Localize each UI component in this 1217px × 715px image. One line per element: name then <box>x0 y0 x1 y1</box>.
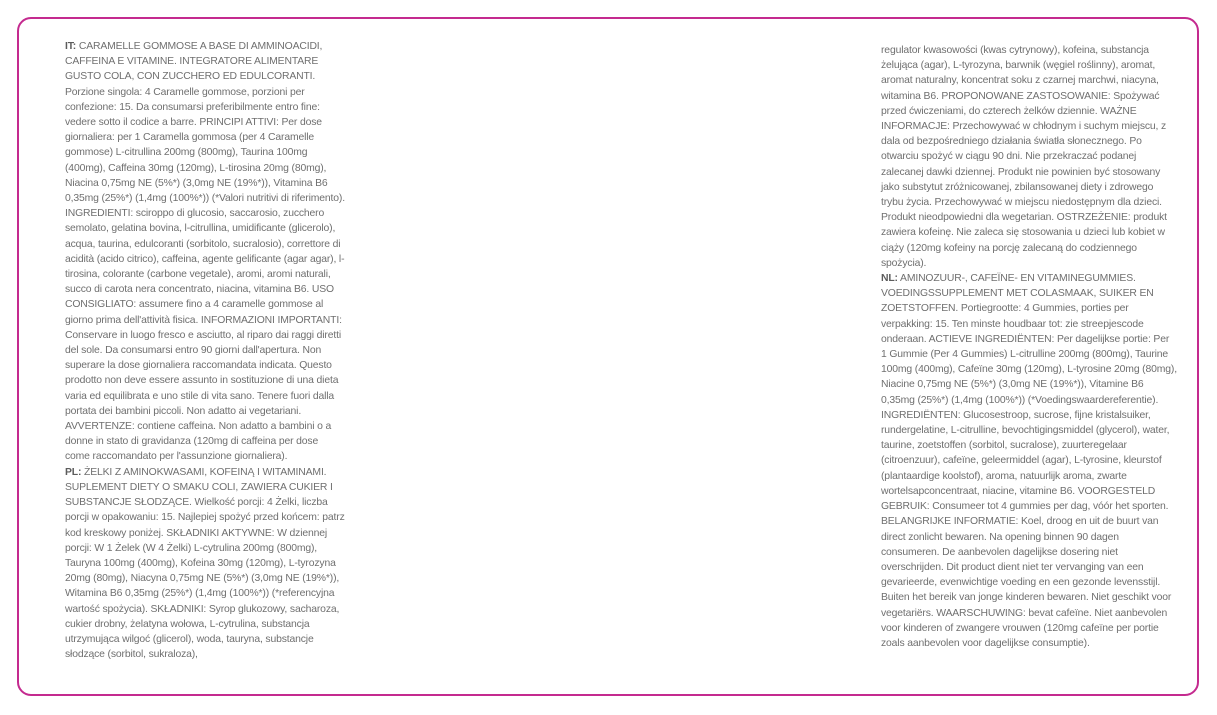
polish-continued-section <box>881 43 1177 271</box>
polish-text: ŻELKI Z AMINOKWASAMI, KOFEINĄ I WITAMINAMI. SUPLEMENT DIETY O SMAKU COLI, ZAWIERA CUKIER I SUBSTANCJE SŁODZĄCE. Wielkość porcji: 4 Żelki, liczba porcji w opakowaniu: 15. Najlepiej spożyć przed końcem: patrz kod kreskowy poniżej. SKŁADNIKI AKTYWNE: W dziennej porcji: W 1 Żelek (W 4 Żelki) L-cytrulina 200mg (800mg), Tauryna 100mg (400mg), Kofeina 30mg (120mg), L-tyrozyna 20mg (80mg), Niacyna 0,75mg NE (5%*) (3,0mg NE (19%*)), Witamina B6 0,35mg (25%*) (1,4mg (100%*)) (*referencyjna wartość spożycia). SKŁADNIKI: Syrop glukozowy, sacharoza, cukier drobny, żelatyna wołowa, L-cytrulina, substancja utrzymująca wilgoć (glicerol), woda, tauryna, substancje słodzące (sorbitol, sukraloza), <box>65 466 345 661</box>
language-code-it: IT: <box>65 41 77 52</box>
language-code-nl: NL: <box>881 273 898 285</box>
polish-continued-text: regulator kwasowości (kwas cytrynowy), kofeina, substancja żelująca (agar), L-tyrozyna, barwnik (węgiel roślinny), aromat, aromat naturalny, koncentrat soku z czarnej marchwi, niacyna, witamina B6. PROPONOWANE ZASTOSOWANIE: Spożywać przed ćwiczeniami, do czterech żelków dziennie. WAŻNE INFORMACJE: Przechowywać w chłodnym i suchym miejscu, z dala od bezpośredniego działania światła słonecznego. Po otwarciu spożyć w ciągu 90 dni. Nie przekraczać podanej zalecanej dawki dziennej. Produkt nie powinien być stosowany jako substytut zróżnicowanej, zbilansowanej diety i zdrowego trybu życia. Przechowywać w miejscu niedostępnym dla dzieci. Produkt nieodpowiedni dla wegetarian. OSTRZEŻENIE: produkt zawiera kofeinę. Nie zaleca się stosowania u dzieci lub kobiet w ciąży (120mg kofeiny na porcję zalecaną do codziennego spożycia). <box>881 45 1167 269</box>
language-code-pl: PL: <box>65 466 82 478</box>
right-text-column <box>881 43 1177 651</box>
italian-text: CARAMELLE GOMMOSE A BASE DI AMMINOACIDI, CAFFEINA E VITAMINE. INTEGRATORE ALIMENTARE GUSTO COLA, CON ZUCCHERO ED EDULCORANTI. Porzione singola: 4 Caramelle gommose, porzioni per confezione: 15. Da consumarsi preferibilmente entro fine: vedere sotto il codice a barre. PRINCIPI ATTIVI: Per dose giornaliera: per 1 Caramella gommosa (per 4 Caramelle gommose) L-citrullina 200mg (800mg), Taurina 100mg (400mg), Caffeina 30mg (120mg), L-tirosina 20mg (80mg), Niacina 0,75mg NE (5%*) (3,0mg NE (19%*)), Vitamina B6 0,35mg (25%*) (1,4mg (100%*)) (*Valori nutritivi di riferimento). INGREDIENTI: sciroppo di glucosio, saccarosio, zucchero semolato, gelatina bovina, l-citrullina, umidificante (glicerolo), acqua, taurina, edulcoranti (sorbitolo, sucralosio), correttore di acidità (acido citrico), caffeina, agente gelificante (agar agar), l-tirosina, colorante (carbone vegetale), aromi, aromi naturali, succo di carota nera concentrato, niacina, vitamina B6. USO CONSIGLIATO: assumere fino a 4 caramelle gommose al giorno prima dell'attività fisica. INFORMAZIONI IMPORTANTI: Conservare in luogo fresco e asciutto, al riparo dai raggi diretti del sole. Da consumarsi entro 90 giorni dall'apertura. Non superare la dose giornaliera raccomandata indicata. Questo prodotto non deve essere assunto in sostituzione di una dieta varia ed equilibrata e uno stile di vita sano. Tenere fuori dalla portata dei bambini piccoli. Non adatto ai vegetariani. AVVERTENZE: contiene caffeina. Non adatto a bambini o a donne in stato di gravidanza (120mg di caffeina per dose come raccomandato per l'assunzione giornaliera). <box>65 41 345 463</box>
left-text-column <box>65 39 345 662</box>
dutch-text: AMINOZUUR-, CAFEÏNE- EN VITAMINEGUMMIES. VOEDINGSSUPPLEMENT MET COLASMAAK, SUIKER EN ZOETSTOFFEN. Portiegrootte: 4 Gummies, porties per verpakking: 15. Ten minste houdbaar tot: zie streepjescode onderaan. ACTIEVE INGREDIËNTEN: Per dagelijkse portie: Per 1 Gummie (Per 4 Gummies) L-citrulline 200mg (800mg), Taurine 100mg (400mg), Cafeïne 30mg (120mg), L-tyrosine 20mg (80mg), Niacine 0,75mg NE (5%*) (3,0mg NE (19%*)), Vitamine B6 0,35mg (25%*) (1,4mg (100%*)) (*Voedingswaardereferentie). INGREDIËNTEN: Glucosestroop, sucrose, fijne kristalsuiker, rundergelatine, L-citrulline, bevochtigingsmiddel (glycerol), water, taurine, zoetstoffen (sorbitol, sucralose), zuurteregelaar (citroenzuur), cafeïne, geleermiddel (agar), L-tyrosine, kleurstof (plantaardige koolstof), aroma, natuurlijk aroma, zwarte wortelsapconcentraat, niacine, vitamine B6. VOORGESTELD GEBRUIK: Consumeer tot 4 gummies per dag, vóór het sporten. BELANGRIJKE INFORMATIE: Koel, droog en uit de buurt van direct zonlicht bewaren. Na opening binnen 90 dagen consumeren. De aanbevolen dagelijkse dosering niet overschrijden. Dit product dient niet ter vervanging van een gevarieerde, evenwichtige voeding en een gezonde levensstijl. Buiten het bereik van jonge kinderen bewaren. Niet geschikt voor vegetariërs. WAARSCHUWING: bevat cafeïne. Niet aanbevolen voor kinderen of zwangere vrouwen (120mg cafeïne per portie zoals aanbevolen voor dagelijkse consumptie). <box>881 273 1177 649</box>
dutch-section <box>881 271 1177 651</box>
italian-section <box>65 39 345 465</box>
polish-section <box>65 465 345 663</box>
